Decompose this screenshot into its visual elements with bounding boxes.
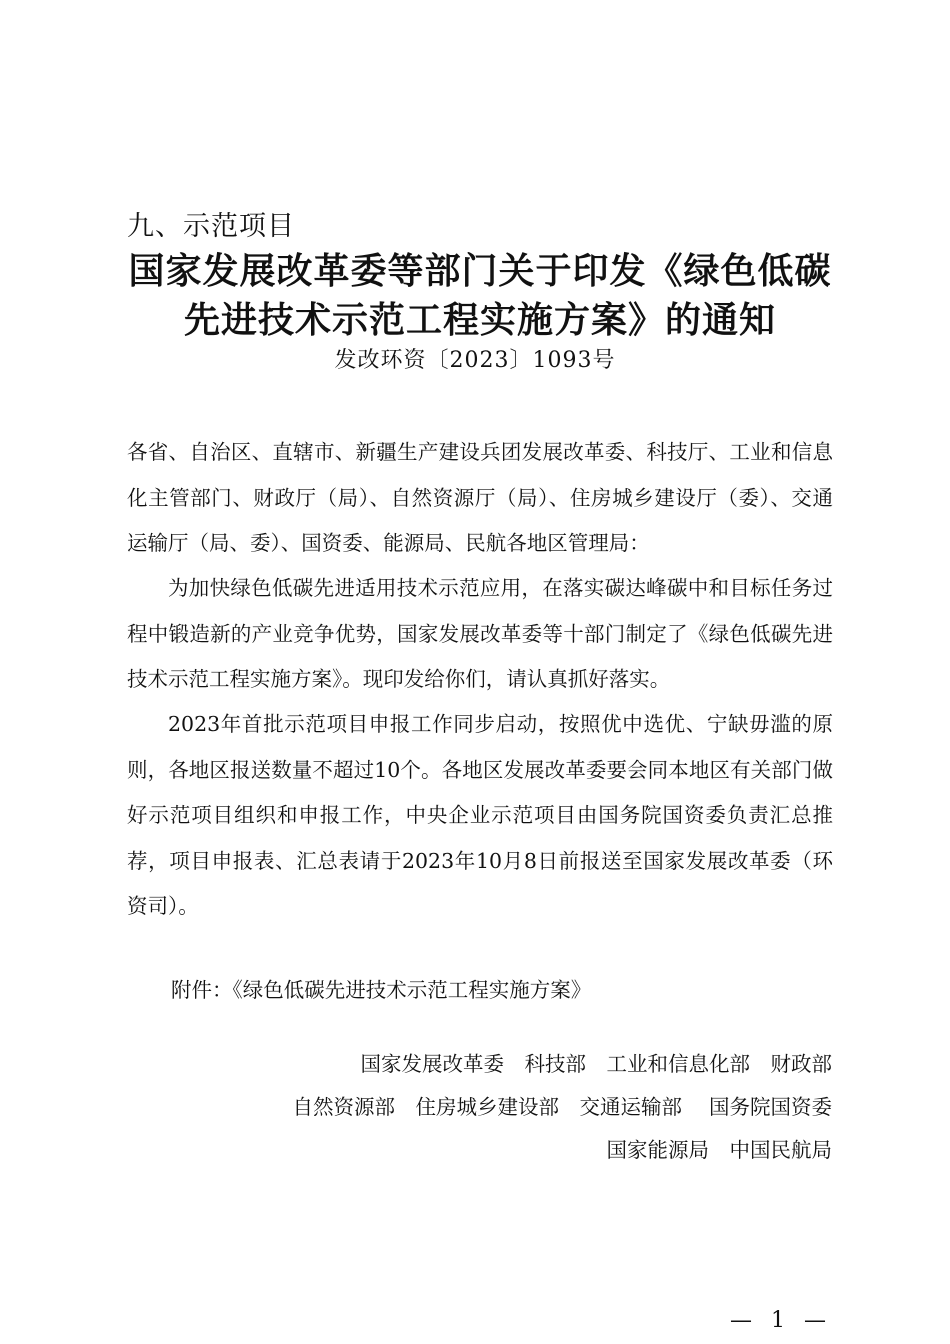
signer-line: 国家能源局 中国民航局 — [606, 1138, 832, 1162]
attachment-note: 附件：《绿色低碳先进技术示范工程实施方案》 — [171, 978, 592, 1002]
addressees: 各省、自治区、直辖市、新疆生产建设兵团发展改革委、科技厅、工业和信息化主管部门、财政厅（局）、自然资源厅（局）、住房城乡建设厅（委）、交通运输厅（局、委）、国资委、能源局、民航各地区管理局： — [127, 440, 833, 555]
body-paragraph: 2023年首批示范项目申报工作同步启动，按照优中选优、宁缺毋滥的原则，各地区报送数量不超过10个。各地区发展改革委要会同本地区有关部门做好示范项目组织和申报工作，中央企业示范项目由国务院国资委负责汇总推荐，项目申报表、汇总表请于2023年10月8日前报送至国家发展改革委（环资司）。 — [127, 712, 833, 918]
section-heading: 九、示范项目 — [127, 211, 295, 242]
body-paragraph: 为加快绿色低碳先进适用技术示范应用，在落实碳达峰碳中和目标任务过程中锻造新的产业竞争优势，国家发展改革委等十部门制定了《绿色低碳先进技术示范工程实施方案》。现印发给你们，请认真抓好落实。 — [127, 576, 833, 691]
document-number: 发改环资〔2023〕1093号 — [334, 348, 616, 373]
page-number: — 1 — — [730, 1308, 832, 1333]
signer-line: 国家发展改革委 科技部 工业和信息化部 财政部 — [360, 1052, 832, 1076]
document-title-line-2: 先进技术示范工程实施方案》的通知 — [183, 299, 776, 341]
document-title-line-1: 国家发展改革委等部门关于印发《绿色低碳 — [128, 250, 832, 292]
signer-line: 自然资源部 住房城乡建设部 交通运输部 国务院国资委 — [292, 1095, 832, 1119]
signing-departments — [292, 1043, 832, 1172]
